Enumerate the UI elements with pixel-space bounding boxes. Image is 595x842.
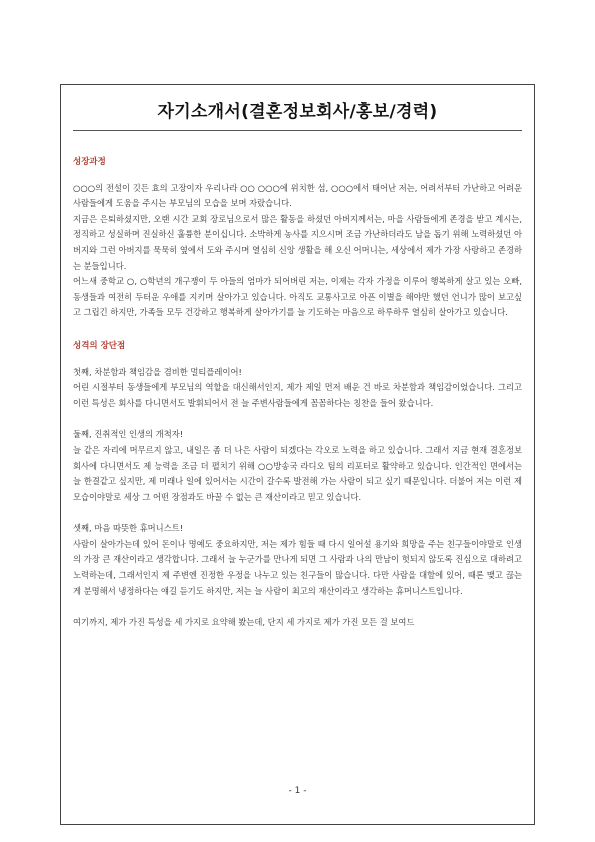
section-heading-personality: 성격의 장단점 bbox=[73, 340, 126, 351]
document-body bbox=[73, 155, 522, 631]
point-body-1: 어린 시절부터 동생들에게 부모님의 역할을 대신해서인지, 제가 제일 먼저 배운 건 바로 차분함과 책임감이었습니다. 그리고 이런 특성은 회사를 다니면서도 발휘되어서 전 늘 주변사람들에게 꼼꼼하다는 칭찬을 들어 왔습니다. bbox=[73, 382, 522, 408]
point-title-2: 둘째, 진취적인 인생의 개척자! bbox=[73, 429, 184, 440]
growth-paragraph-2: 지금은 은퇴하셨지만, 오랜 시간 교회 장로님으로서 많은 활동을 하셨던 아버지께서는, 마을 사람들에게 존경을 받고 계시는, 정직하고 성실하며 진실하신 훌륭한 분이십니다. 소박하게 농사를 지으시며 조금 가난하더라도 남을 돕기 위해 노력하셨던 아버지와 그런 아버지를 묵묵히 옆에서 도와 주시며 열심히 신앙 생활을 해 오신 어머니는, 세상에서 제가 가장 사랑하고 존경하는 분들입니다. bbox=[73, 213, 522, 271]
growth-paragraph-1: ○○○의 전설이 깃든 효의 고장이자 우리나라 ○○ ○○○에 위치한 섬, ○○○에서 태어난 저는, 어려서부터 가난하고 어려운 사람들에게 도움을 주시는 부모님의 모습을 보며 자랐습니다. bbox=[73, 182, 522, 209]
point-body-2: 늘 같은 자리에 머무르지 않고, 내일은 좀 더 나은 사람이 되겠다는 각오로 노력을 하고 있습니다. 그래서 지금 현재 결혼정보회사에 다니면서도 제 능력을 조금 더 펼치기 위해 ○○방송국 라디오 팀의 리포터로 활약하고 있습니다. 인간적인 면에서는 늘 한결같고 싶지만, 제 미래나 일에 있어서는 시간이 갈수록 발전해 가는 사람이 되고 싶기 때문입니다. 더불어 저는 이런 제 모습이야말로 세상 그 어떤 장점과도 바꿀 수 없는 큰 재산이라고 믿고 있습니다. bbox=[73, 444, 523, 502]
closing-paragraph: 여기까지, 제가 가진 특성을 세 가지로 요약해 봤는데, 단지 세 가지로 제가 가진 모든 걸 보여드 bbox=[73, 617, 415, 628]
page-number: - 1 - bbox=[288, 786, 307, 796]
point-body-3: 사람이 살아가는데 있어 돈이나 명예도 중요하지만, 저는 제가 힘들 때 다시 일어설 용기와 희망을 주는 친구들이야말로 인생의 가장 큰 재산이라고 생각합니다. 그래서 늘 누군가를 만나게 되면 그 사람과 나의 만남이 헛되지 않도록 진심으로 대하려고 노력하는데, 그래서인지 제 주변엔 진정한 우정을 나누고 있는 친구들이 많습니다. 다만 사람을 대함에 있어, 때론 맺고 끊는 게 분명해서 냉정하다는 얘길 듣기도 하지만, 저는 늘 사람이 최고의 재산이라고 생각하는 휴머니스트입니다. bbox=[73, 538, 522, 596]
point-title-3: 셋째, 마음 따뜻한 휴머니스트! bbox=[73, 523, 184, 534]
growth-paragraph-3: 어느새 중학교 ○, ○학년의 개구쟁이 두 아들의 엄마가 되어버린 저는, 이제는 각자 가정을 이루어 행복하게 살고 있는 오빠, 동생들과 여전히 두터운 우애를 지키며 살아가고 있습니다. 아직도 교통사고로 아픈 이별을 해야만 했던 언니가 많이 보고싶고 그립긴 하지만, 가족들 모두 건강하고 행복하게 살아가기를 늘 기도하는 마음으로 하루하루 열심히 살아가고 있습니다. bbox=[73, 276, 522, 318]
section-heading-growth: 성장과정 bbox=[73, 157, 106, 167]
document-title: 자기소개서(결혼정보회사/홍보/경력) bbox=[157, 102, 438, 122]
point-title-1: 첫째, 차분함과 책임감을 겸비한 멀티플레이어! bbox=[73, 366, 242, 377]
title-divider bbox=[73, 130, 522, 131]
